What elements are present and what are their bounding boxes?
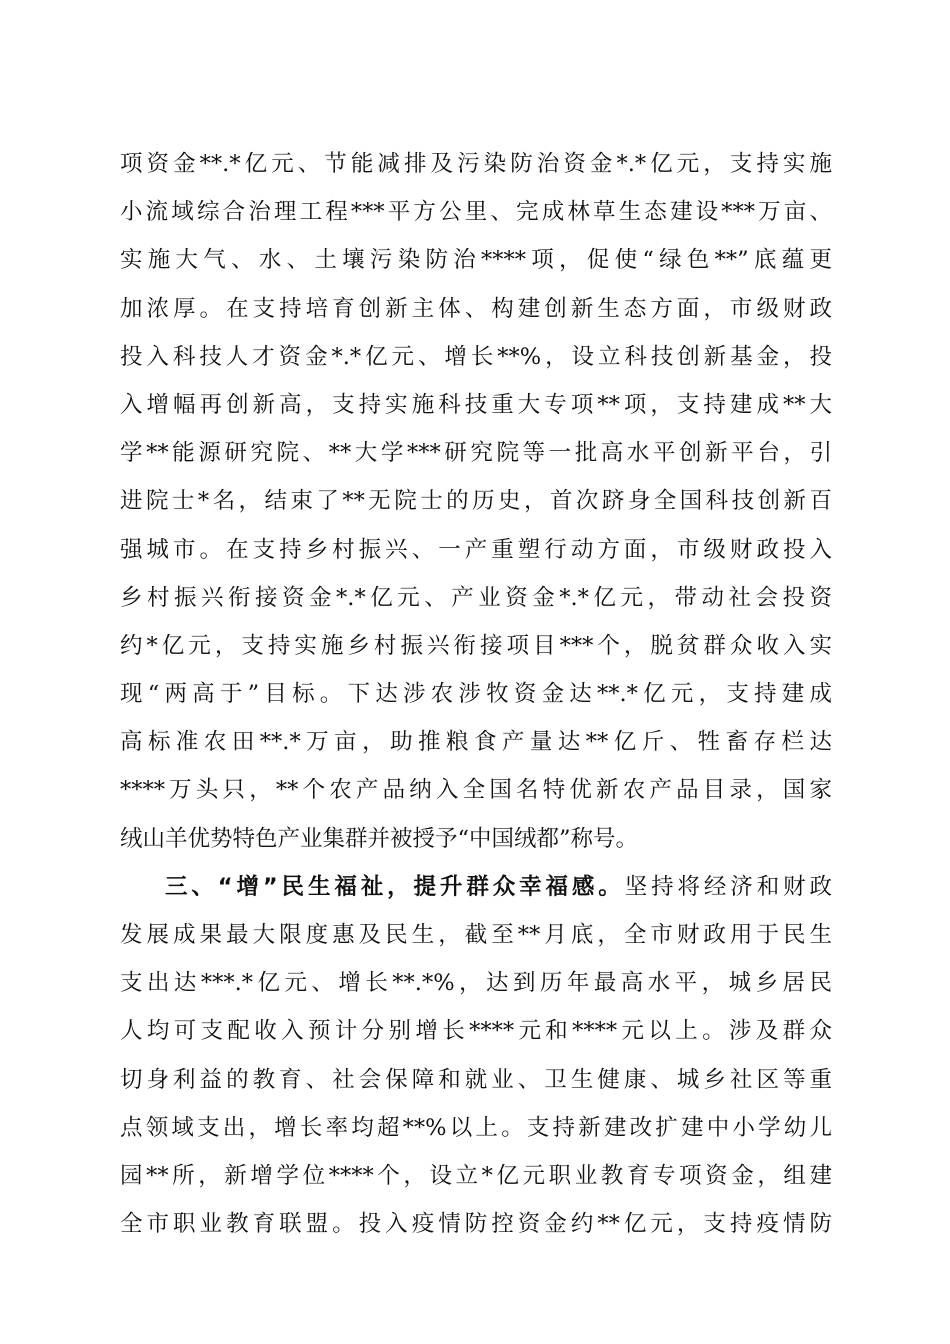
section-3-heading: 三、“增”民生福祉，提升群众幸福感。: [165, 873, 625, 900]
text-line: 绒山羊优势特色产业集群并被授予“中国绒都”称号。: [120, 825, 639, 852]
text-line: 现“两高于”目标。下达涉农涉牧资金达**.*亿元，支持建成: [120, 681, 832, 708]
text-line: 投入科技人才资金*.*亿元、增长**%，设立科技创新基金，投: [120, 343, 832, 370]
text-line: 小流域综合治理工程***平方公里、完成林草生态建设***万亩、: [120, 199, 832, 226]
text-line: 乡村振兴衔接资金*.*亿元、产业资金*.*亿元，带动社会投资: [120, 584, 832, 611]
body-text: [120, 140, 832, 1248]
text-line: 支出达***.*亿元、增长**.*%，达到历年最高水平，城乡居民: [120, 970, 832, 997]
text-line: 进院士*名，结束了**无院士的历史，首次跻身全国科技创新百: [120, 488, 832, 515]
paragraph-green-innovation-rural: [120, 140, 832, 863]
text-line: 高标准农田**.*万亩，助推粮食产量达**亿斤、牲畜存栏达: [120, 729, 832, 756]
text-line: 加浓厚。在支持培育创新主体、构建创新生态方面，市级财政: [120, 295, 832, 322]
text-line: 学**能源研究院、**大学***研究院等一批高水平创新平台，引: [120, 440, 832, 467]
text-line: 全市职业教育联盟。投入疫情防控资金约**亿元，支持疫情防: [120, 1211, 832, 1238]
text-line: 园**所，新增学位****个，设立*亿元职业教育专项资金，组建: [120, 1162, 832, 1189]
text-line: 切身利益的教育、社会保障和就业、卫生健康、城乡社区等重: [120, 1066, 832, 1093]
text-line: 入增幅再创新高，支持实施科技重大专项**项，支持建成**大: [120, 391, 832, 418]
text-line: 项资金**.*亿元、节能减排及污染防治资金*.*亿元，支持实施: [120, 151, 832, 177]
text-line: 点领域支出，增长率均超**%以上。支持新建改扩建中小学幼儿: [120, 1114, 832, 1141]
section-3-first-line: [120, 863, 832, 911]
text-line: 约*亿元，支持实施乡村振兴衔接项目***个，脱贫群众收入实: [120, 632, 832, 659]
paragraph-section-3: [120, 863, 832, 1249]
text-line: 发展成果最大限度惠及民生，截至**月底，全市财政用于民生: [120, 922, 832, 948]
text-line: 人均可支配收入预计分别增长****元和****元以上。涉及群众: [120, 1018, 832, 1045]
text-line: ****万头只，**个农产品纳入全国名特优新农产品目录，国家: [120, 777, 832, 804]
section-3-first-line-text: 坚持将经济和财政: [624, 873, 832, 900]
text-line: 实施大气、水、土壤污染防治****项，促使“绿色**”底蕴更: [120, 247, 832, 274]
text-line: 强城市。在支持乡村振兴、一产重塑行动方面，市级财政投入: [120, 536, 832, 563]
